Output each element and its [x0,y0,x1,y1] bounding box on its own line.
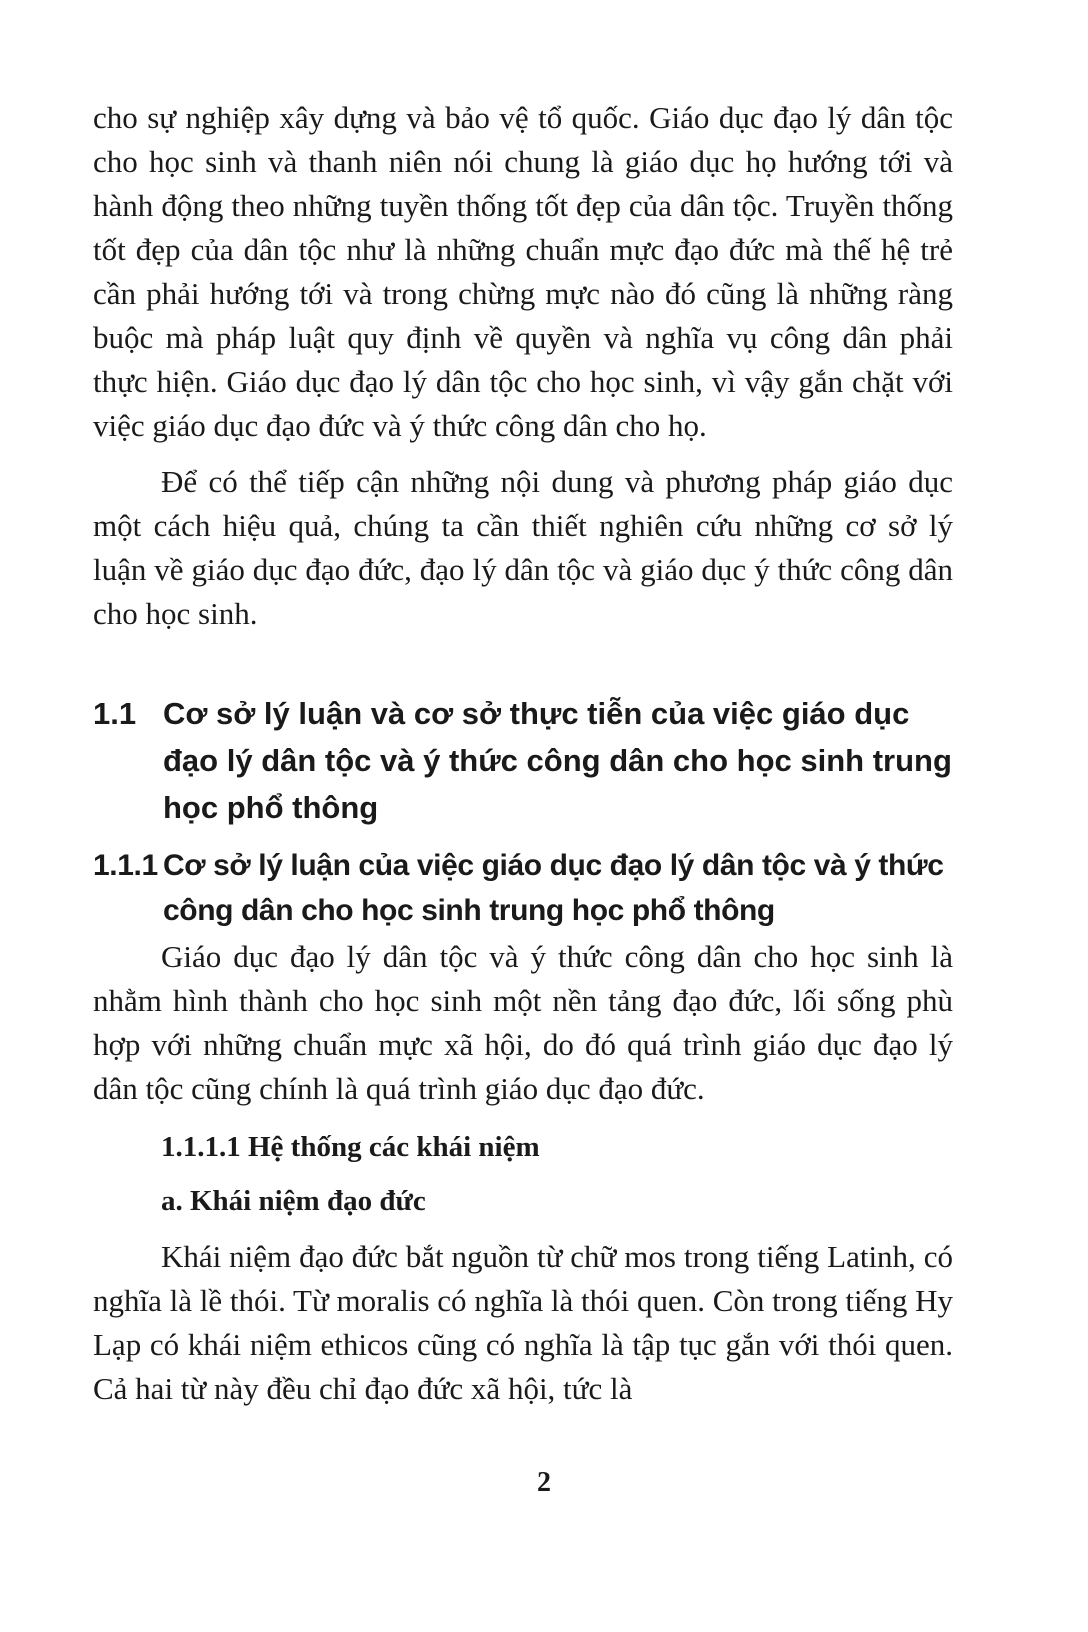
section-paragraph: Giáo dục đạo lý dân tộc và ý thức công dân cho học sinh là nhằm hình thành cho học sinh một nền tảng đạo đức, lối sống phù hợp với những chuẩn mực xã hội, do đó quá trình giáo dục đạo lý dân tộc cũng chính là quá trình giáo dục đạo đức. [93,939,953,1106]
intro-paragraph-2: Để có thể tiếp cận những nội dung và phương pháp giáo dục một cách hiệu quả, chúng ta cần thiết nghiên cứu những cơ sở lý luận về giáo dục đạo đức, đạo lý dân tộc và giáo dục ý thức công dân cho học sinh. [93,464,953,631]
subsection-a-paragraph: Khái niệm đạo đức bắt nguồn từ chữ mos trong tiếng Latinh, có nghĩa là lề thói. Từ moralis có nghĩa là thói quen. Còn trong tiếng Hy Lạp có khái niệm ethicos cũng có nghĩa là tập tục gắn với thói quen. Cả hai từ này đều chỉ đạo đức xã hội, tức là [93,1239,953,1406]
subsection-number: 1.1.1 [93,849,158,882]
page-content [93,96,953,1411]
heading-1-1-1-1: 1.1.1.1 Hệ thống các khái niệm [161,1131,540,1163]
subsection-title: Cơ sở lý luận của việc giáo dục đạo lý dân tộc và ý thức công dân cho học sinh trung học phổ thông [163,849,944,927]
intro-paragraph-1: cho sự nghiệp xây dựng và bảo vệ tổ quốc. Giáo dục đạo lý dân tộc cho học sinh và thanh niên nói chung là giáo dục họ hướng tới và hành động theo những tuyền thống tốt đẹp của dân tộc. Truyền thống tốt đẹp của dân tộc như là những chuẩn mực đạo đức mà thế hệ trẻ cần phải hướng tới và trong chừng mực nào đó cũng là những ràng buộc mà pháp luật quy định về quyền và nghĩa vụ công dân phải thực hiện. Giáo dục đạo lý dân tộc cho học sinh, vì vậy gắn chặt với việc giáo dục đạo đức và ý thức công dân cho họ. [93,100,953,443]
section-number: 1.1 [93,696,137,731]
page-number: 2 [537,1467,551,1498]
section-title: Cơ sở lý luận và cơ sở thực tiễn của việc giáo dục đạo lý dân tộc và ý thức công dân cho học sinh trung học phổ thông [163,696,952,825]
section-heading-1-1-1 [93,843,953,933]
section-heading-1-1 [93,690,953,831]
heading-a: a. Khái niệm đạo đức [161,1185,426,1217]
